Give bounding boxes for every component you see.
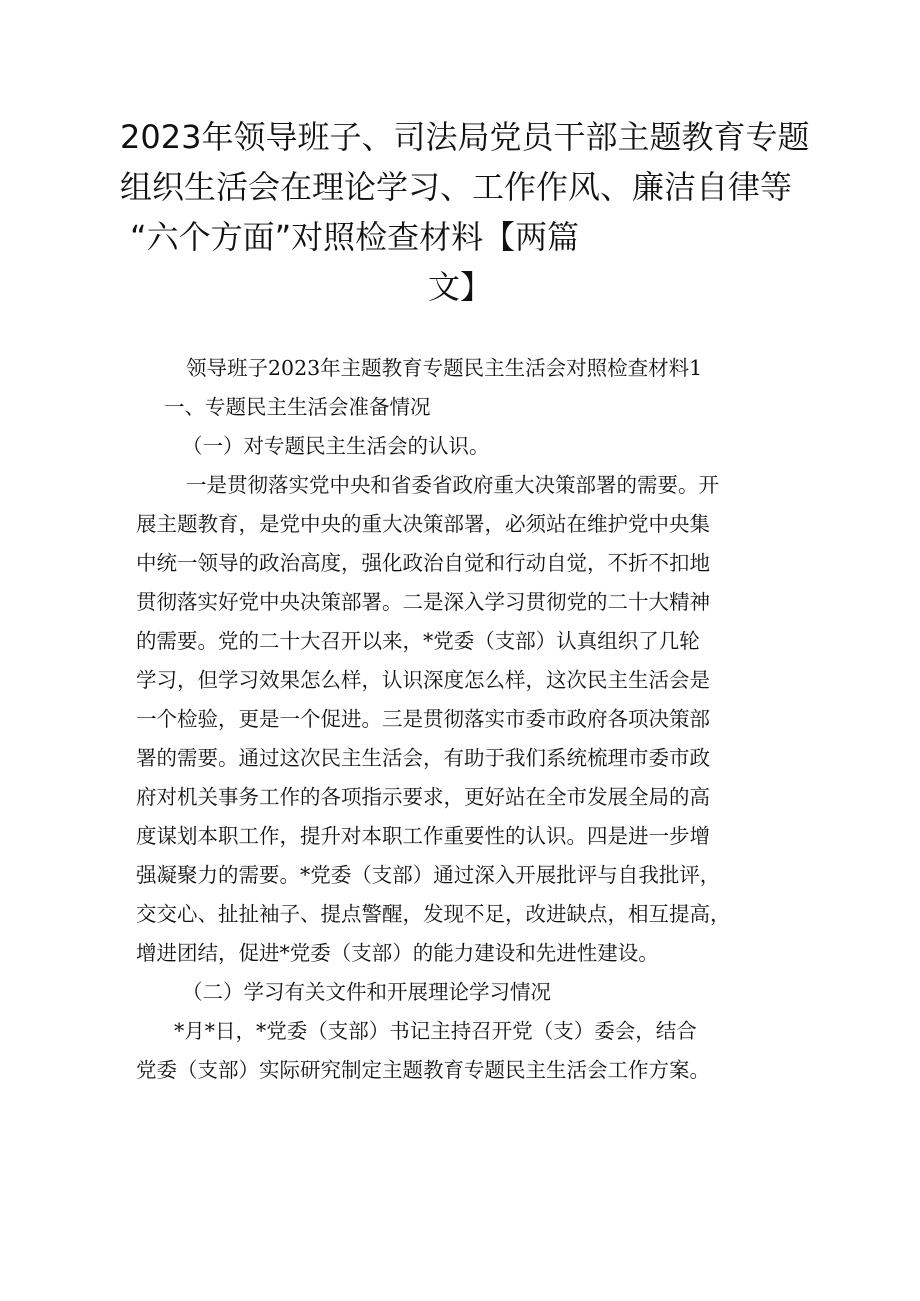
title-line-1: 2023年领导班子、司法局党员干部主题教育专题	[120, 118, 810, 156]
section-heading-1: 一、专题民主生活会准备情况	[164, 395, 431, 419]
paragraph-line: 交交心、扯扯袖子、提点警醒，发现不足，改进缺点，相互提高，	[136, 902, 731, 926]
title-line-2: 组织生活会在理论学习、工作作风、廉洁自律等	[120, 168, 793, 206]
paragraph-line: 的需要。党的二十大召开以来，*党委（支部）认真组织了几轮	[136, 629, 700, 653]
paragraph-line: 党委（支部）实际研究制定主题教育专题民主生活会工作方案。	[136, 1058, 710, 1082]
paragraph-line: 府对机关事务工作的各项指示要求，更好站在全市发展全局的高	[136, 785, 710, 809]
document-body	[136, 349, 786, 1090]
paragraph-line: 学习，但学习效果怎么样，认识深度怎么样，这次民主生活会是	[136, 668, 710, 692]
document-title	[120, 112, 810, 312]
subsection-heading-2: （二）学习有关文件和开展理论学习情况	[182, 980, 551, 1004]
paragraph-line: 增进团结，促进*党委（支部）的能力建设和先进性建设。	[136, 941, 659, 965]
paragraph-line: 展主题教育，是党中央的重大决策部署，必须站在维护党中央集	[136, 512, 710, 536]
paragraph-line: 强凝聚力的需要。*党委（支部）通过深入开展批评与自我批评，	[136, 863, 721, 887]
title-line-3: “六个方面”对照检查材料【两篇	[130, 218, 580, 256]
paragraph-line: 一是贯彻落实党中央和省委省政府重大决策部署的需要。开	[186, 473, 719, 497]
subtitle-line: 领导班子2023年主题教育专题民主生活会对照检查材料1	[186, 356, 703, 380]
paragraph-line: 署的需要。通过这次民主生活会，有助于我们系统梳理市委市政	[136, 746, 710, 770]
title-line-4: 文】	[428, 268, 493, 306]
paragraph-line: 中统一领导的政治高度，强化政治自觉和行动自觉，不折不扣地	[136, 551, 710, 575]
subsection-heading-1: （一）对专题民主生活会的认识。	[182, 434, 490, 458]
paragraph-line: 度谋划本职工作，提升对本职工作重要性的认识。四是进一步增	[136, 824, 710, 848]
paragraph-line: 贯彻落实好党中央决策部署。二是深入学习贯彻党的二十大精神	[136, 590, 710, 614]
paragraph-line: 一个检验，更是一个促进。三是贯彻落实市委市政府各项决策部	[136, 707, 710, 731]
paragraph-line: *月*日，*党委（支部）书记主持召开党（支）委会，结合	[174, 1019, 697, 1043]
